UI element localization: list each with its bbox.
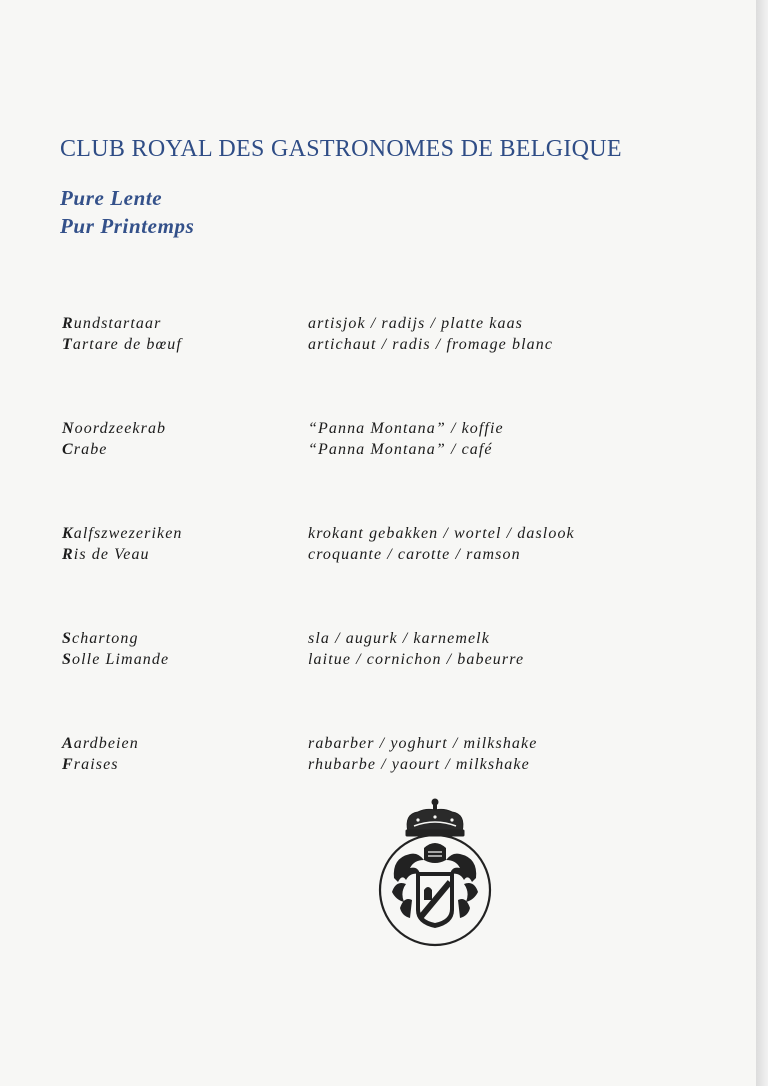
course-name-french: Crabe [62,441,108,458]
course-name-dutch: Noordzeekrab [62,420,167,437]
course-name-dutch: Aardbeien [62,735,139,752]
course-description-french: laitue / cornichon / babeurre [308,651,525,668]
course-description-french: rhubarbe / yaourt / milkshake [308,756,530,773]
course-name-french: Fraises [62,756,119,773]
course-name [62,418,166,460]
course-name [62,523,183,565]
menu-course [62,523,702,567]
course-name [62,733,139,775]
course-description-french: artichaut / radis / fromage blanc [308,336,554,353]
club-title: CLUB ROYAL DES GASTRONOMES DE BELGIQUE [60,136,622,162]
course-name [62,313,182,355]
course-description-dutch: artisjok / radijs / platte kaas [308,315,523,332]
course-description-french: “Panna Montana” / café [308,441,493,458]
course-name-french: Solle Limande [62,651,170,668]
course-description [308,628,524,670]
course-description-dutch: rabarber / yoghurt / milkshake [308,735,538,752]
course-name [62,628,169,670]
paper-edge [756,0,768,1086]
course-name-dutch: Rundstartaar [62,315,162,332]
course-name-dutch: Schartong [62,630,139,647]
course-description-french: croquante / carotte / ramson [308,546,521,563]
course-name-french: Tartare de bœuf [62,336,182,353]
course-description [308,523,575,565]
course-name-french: Ris de Veau [62,546,150,563]
course-description [308,733,537,775]
course-description-dutch: “Panna Montana” / koffie [308,420,504,437]
course-description-dutch: sla / augurk / karnemelk [308,630,490,647]
menu-course [62,313,702,357]
course-description-dutch: krokant gebakken / wortel / daslook [308,525,575,542]
menu-course [62,418,702,462]
menu-subtitle-dutch: Pure Lente [60,186,163,210]
menu-course [62,628,702,672]
royal-crown-coat-of-arms-icon [374,796,496,948]
course-name-dutch: Kalfszwezeriken [62,525,183,542]
course-description [308,313,553,355]
menu-subtitle-french: Pur Printemps [60,214,195,238]
course-description [308,418,504,460]
menu-course [62,733,702,777]
